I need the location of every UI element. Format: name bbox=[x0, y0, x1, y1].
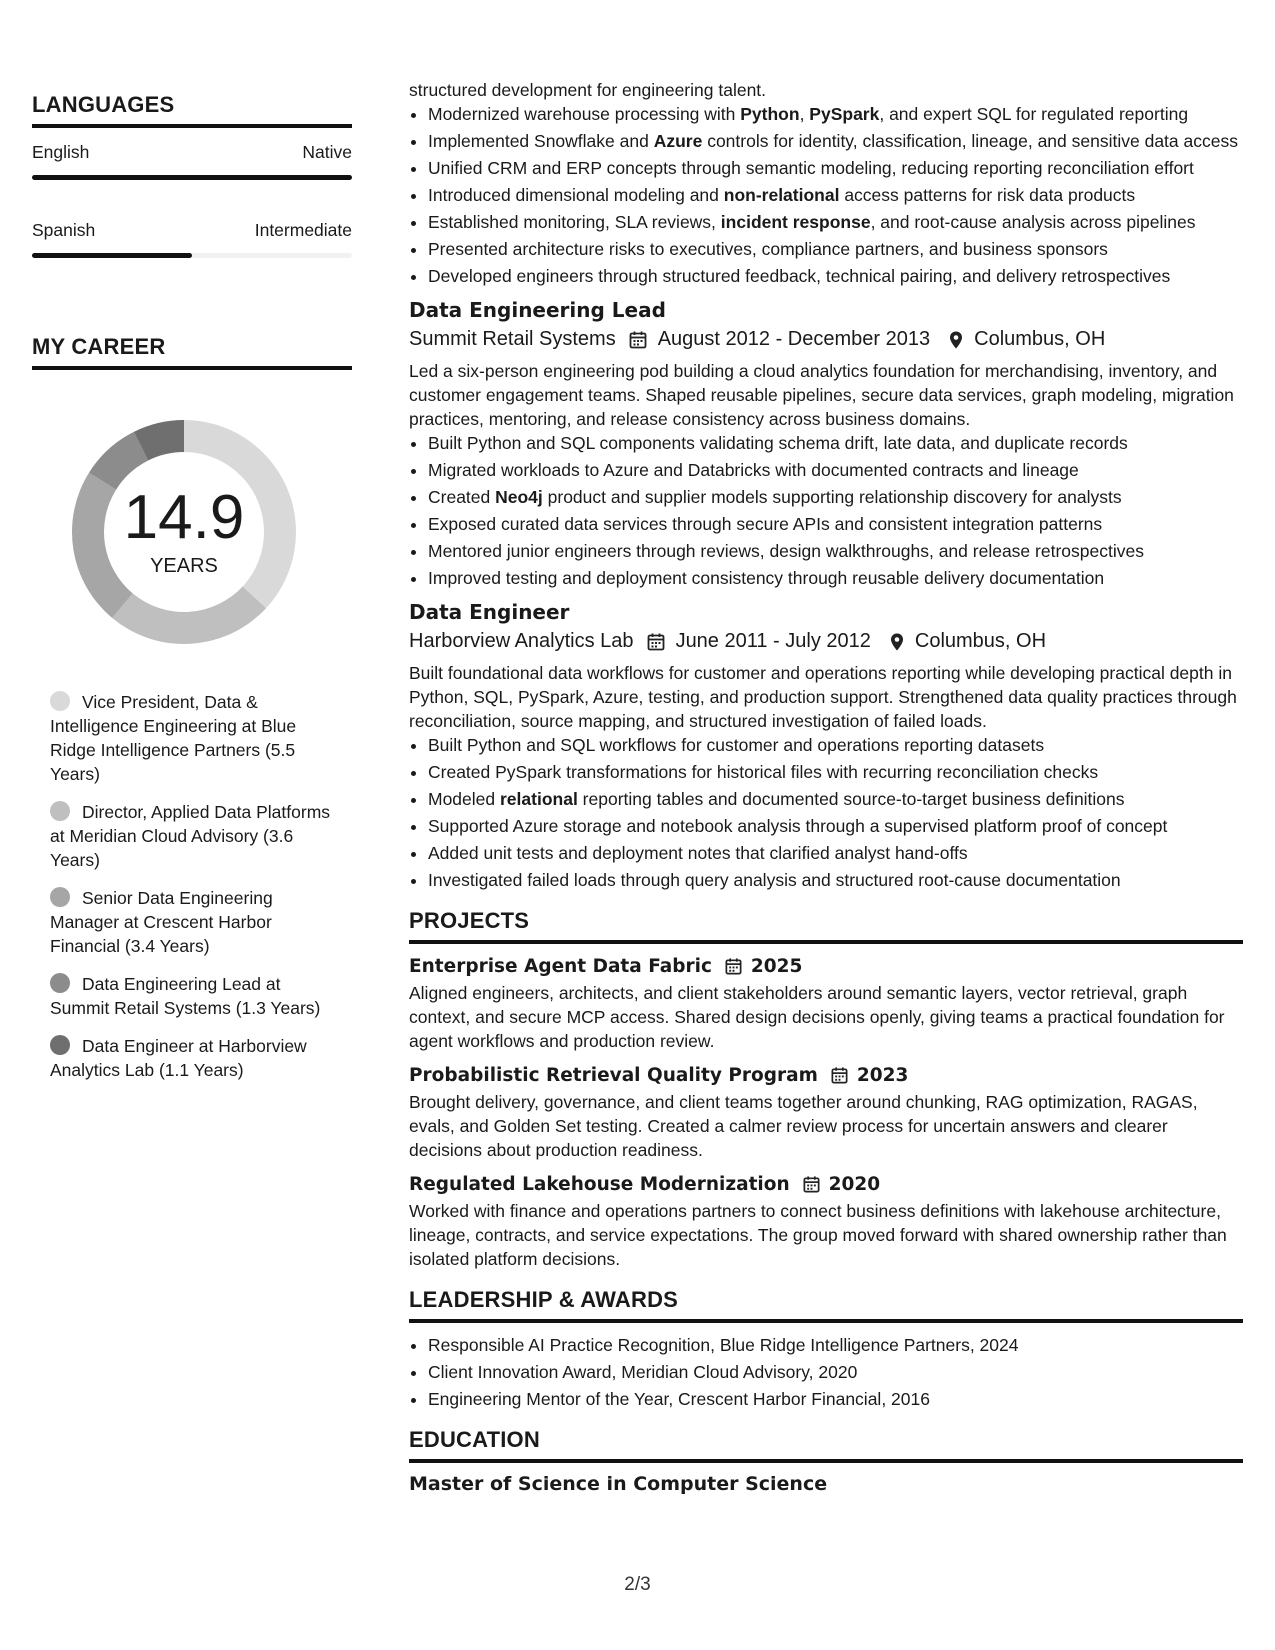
bullet-text: Mentored junior engineers through reviews, design walkthroughs, and release retrospectives bbox=[428, 541, 1144, 561]
bullet-text: controls for identity, classification, lineage, and sensitive data access bbox=[702, 131, 1238, 151]
bullet-item bbox=[428, 814, 1243, 838]
language-level: Native bbox=[302, 142, 352, 162]
project-name: Probabilistic Retrieval Quality Program bbox=[409, 1065, 818, 1086]
bullet-keyword: Azure bbox=[653, 131, 703, 151]
project-header bbox=[409, 1065, 1243, 1086]
career-legend-item bbox=[50, 1034, 340, 1082]
education-section bbox=[409, 1427, 1243, 1495]
bullet-item bbox=[428, 868, 1243, 892]
job-summary: Built foundational data workflows for customer and operations reporting while developing practical depth in Python, SQL, PySpark, Azure, testing, and production support. Strengthened data quality practices through reconciliation, source mapping, and structured investigation of failed loads. bbox=[409, 663, 1237, 731]
bullet-keyword: incident response bbox=[720, 212, 871, 232]
legend-label: Director, Applied Data Platforms at Meridian Cloud Advisory (3.6 Years) bbox=[50, 802, 331, 870]
awards-section bbox=[409, 1287, 1243, 1411]
job-company: Harborview Analytics Lab bbox=[409, 630, 634, 652]
bullet-item bbox=[428, 210, 1243, 234]
legend-swatch bbox=[50, 801, 70, 821]
awards-list bbox=[409, 1333, 1243, 1411]
job-dates: August 2012 - December 2013 bbox=[657, 328, 931, 350]
career-legend-item bbox=[50, 690, 340, 786]
job-company: Summit Retail Systems bbox=[409, 328, 616, 350]
career-total bbox=[64, 412, 304, 652]
bullet-item bbox=[428, 512, 1243, 536]
projects-section bbox=[409, 908, 1243, 1271]
job-title: Data Engineering Lead bbox=[409, 298, 666, 322]
main-content bbox=[409, 78, 1243, 1501]
calendar-icon bbox=[724, 957, 743, 976]
prev-job-summary-tail: structured development for engineering talent. bbox=[409, 80, 767, 100]
project-name: Enterprise Agent Data Fabric bbox=[409, 956, 712, 977]
project-name: Regulated Lakehouse Modernization bbox=[409, 1174, 790, 1195]
career-legend bbox=[50, 690, 340, 1082]
bullet-text: Established monitoring, SLA reviews, bbox=[428, 212, 721, 232]
bullet-item bbox=[428, 237, 1243, 261]
legend-label: Senior Data Engineering Manager at Crescent Harbor Financial (3.4 Years) bbox=[50, 888, 273, 956]
education-title: EDUCATION bbox=[409, 1427, 1243, 1463]
bullet-item bbox=[428, 431, 1243, 455]
project-entry bbox=[409, 956, 1243, 1053]
bullet-text: Presented architecture risks to executives, compliance partners, and business sponsors bbox=[428, 239, 1108, 259]
language-name: English bbox=[32, 142, 90, 162]
bullet-text: access patterns for risk data products bbox=[839, 185, 1136, 205]
bullet-keyword: PySpark bbox=[809, 104, 880, 124]
bullet-text: Migrated workloads to Azure and Databricks with documented contracts and lineage bbox=[428, 460, 1079, 480]
bullet-text: Modeled bbox=[428, 789, 500, 809]
job-bullets bbox=[409, 733, 1243, 892]
bullet-item bbox=[428, 760, 1243, 784]
language-bar bbox=[32, 175, 352, 180]
career-legend-item bbox=[50, 886, 340, 958]
bullet-keyword: relational bbox=[500, 789, 578, 809]
job-entry bbox=[409, 298, 1243, 590]
bullet-item bbox=[428, 566, 1243, 590]
award-item: • Client Innovation Award, Meridian Cloud Advisory, 2020 bbox=[428, 1360, 1243, 1384]
bullet-item bbox=[428, 102, 1243, 126]
job-location: Columbus, OH bbox=[974, 328, 1106, 350]
language-level: Intermediate bbox=[254, 220, 352, 240]
language-english bbox=[32, 142, 352, 180]
career-legend-item bbox=[50, 972, 340, 1020]
calendar-icon bbox=[802, 1175, 821, 1194]
legend-swatch bbox=[50, 973, 70, 993]
bullet-keyword: Python bbox=[740, 104, 800, 124]
legend-label: Data Engineering Lead at Summit Retail Systems (1.3 Years) bbox=[50, 974, 321, 1018]
bullet-text: Improved testing and deployment consistency through reusable delivery documentation bbox=[428, 568, 1105, 588]
bullet-text: Built Python and SQL workflows for customer and operations reporting datasets bbox=[428, 735, 1045, 755]
bullet-text: product and supplier models supporting relationship discovery for analysts bbox=[542, 487, 1122, 507]
education-degree: Master of Science in Computer Science bbox=[409, 1473, 828, 1495]
bullet-text: Added unit tests and deployment notes that clarified analyst hand-offs bbox=[428, 843, 968, 863]
language-bar-fill bbox=[32, 253, 192, 258]
bullet-text: Introduced dimensional modeling and bbox=[428, 185, 724, 205]
bullet-item bbox=[428, 485, 1243, 509]
legend-swatch bbox=[50, 1035, 70, 1055]
project-description: Worked with finance and operations partners to connect business definitions with lakehouse architecture, lineage, contracts, and service expectations. The group moved forward with shared ownership rather than isolated platform decisions. bbox=[409, 1201, 1227, 1269]
project-header bbox=[409, 1174, 1243, 1195]
bullet-keyword: Neo4j bbox=[495, 487, 543, 507]
project-description: Aligned engineers, architects, and client stakeholders around semantic layers, vector retrieval, graph context, and secure MCP access. Shared design decisions openly, giving teams a practical foundation for agent workflows and production review. bbox=[409, 983, 1225, 1051]
map-pin-icon bbox=[887, 632, 907, 652]
bullet-text: Unified CRM and ERP concepts through semantic modeling, reducing reporting reconciliation effort bbox=[428, 158, 1194, 178]
page-number: 2/3 bbox=[624, 1574, 651, 1595]
bullet-item bbox=[428, 733, 1243, 757]
bullet-text: , and root-cause analysis across pipelines bbox=[870, 212, 1196, 232]
project-year: 2020 bbox=[828, 1174, 881, 1195]
bullet-item bbox=[428, 841, 1243, 865]
career-legend-item bbox=[50, 800, 340, 872]
awards-title: LEADERSHIP & AWARDS bbox=[409, 1287, 1243, 1323]
projects-list bbox=[409, 956, 1243, 1271]
legend-label: Vice President, Data & Intelligence Engineering at Blue Ridge Intelligence Partners (5.5 Years) bbox=[50, 692, 297, 784]
award-item: • Responsible AI Practice Recognition, Blue Ridge Intelligence Partners, 2024 bbox=[428, 1333, 1243, 1357]
language-bar-fill bbox=[32, 175, 352, 180]
career-donut-chart bbox=[64, 412, 304, 652]
bullet-text: Developed engineers through structured feedback, technical pairing, and delivery retrospectives bbox=[428, 266, 1171, 286]
bullet-item bbox=[428, 156, 1243, 180]
career-total-number: 14.9 bbox=[123, 482, 245, 552]
job-title: Data Engineer bbox=[409, 600, 570, 624]
projects-title: PROJECTS bbox=[409, 908, 1243, 944]
job-bullets bbox=[409, 431, 1243, 590]
bullet-item bbox=[428, 264, 1243, 288]
language-name: Spanish bbox=[32, 220, 96, 240]
bullet-text: Supported Azure storage and notebook analysis through a supervised platform proof of concept bbox=[428, 816, 1168, 836]
job-dates: June 2011 - July 2012 bbox=[675, 630, 871, 652]
bullet-text: reporting tables and documented source-to-target business definitions bbox=[577, 789, 1125, 809]
job-entry bbox=[409, 600, 1243, 892]
job-location: Columbus, OH bbox=[914, 630, 1047, 652]
project-header bbox=[409, 956, 1243, 977]
bullet-text: Created bbox=[428, 487, 496, 507]
sidebar bbox=[32, 92, 352, 1096]
prev-job-bullets bbox=[409, 102, 1243, 288]
bullet-text: Created PySpark transformations for historical files with recurring reconciliation checks bbox=[428, 762, 1099, 782]
calendar-icon bbox=[830, 1066, 849, 1085]
legend-swatch bbox=[50, 887, 70, 907]
bullet-text: Exposed curated data services through secure APIs and consistent integration patterns bbox=[428, 514, 1103, 534]
career-title: MY CAREER bbox=[32, 334, 352, 370]
jobs-list bbox=[409, 298, 1243, 892]
bullet-text: , bbox=[799, 104, 810, 124]
career-total-unit: YEARS bbox=[150, 554, 218, 577]
award-item: • Engineering Mentor of the Year, Crescent Harbor Financial, 2016 bbox=[428, 1387, 1243, 1411]
bullet-text: Implemented Snowflake and bbox=[428, 131, 654, 151]
bullet-item bbox=[428, 458, 1243, 482]
job-summary: Led a six-person engineering pod building a cloud analytics foundation for merchandising, inventory, and customer engagement teams. Shaped reusable pipelines, secure data services, graph modeling, migration practices, mentoring, and release consistency across business domains. bbox=[409, 361, 1234, 429]
legend-label: Data Engineer at Harborview Analytics Lab (1.1 Years) bbox=[50, 1036, 307, 1080]
job-meta bbox=[409, 328, 1243, 351]
project-year: 2023 bbox=[856, 1065, 909, 1086]
project-description: Brought delivery, governance, and client teams together around chunking, RAG optimization, RAGAS, evals, and Golden Set testing. Created a calmer review process for uncertain answers and clearer decisions about production readiness. bbox=[409, 1092, 1198, 1160]
language-bar bbox=[32, 253, 352, 258]
legend-swatch bbox=[50, 691, 70, 711]
language-spanish bbox=[32, 220, 352, 258]
bullet-text: Built Python and SQL components validating schema drift, late data, and duplicate records bbox=[428, 433, 1128, 453]
calendar-icon bbox=[646, 632, 666, 652]
project-entry bbox=[409, 1174, 1243, 1271]
bullet-text: Modernized warehouse processing with bbox=[428, 104, 741, 124]
bullet-text: Investigated failed loads through query analysis and structured root-cause documentation bbox=[428, 870, 1121, 890]
languages-title: LANGUAGES bbox=[32, 92, 352, 128]
project-year: 2025 bbox=[750, 956, 803, 977]
calendar-icon bbox=[628, 330, 648, 350]
job-meta bbox=[409, 630, 1243, 653]
bullet-item bbox=[428, 129, 1243, 153]
bullet-text: , and expert SQL for regulated reporting bbox=[879, 104, 1189, 124]
bullet-item bbox=[428, 787, 1243, 811]
project-entry bbox=[409, 1065, 1243, 1162]
map-pin-icon bbox=[946, 330, 966, 350]
bullet-item bbox=[428, 183, 1243, 207]
bullet-item bbox=[428, 539, 1243, 563]
bullet-keyword: non-relational bbox=[723, 185, 840, 205]
